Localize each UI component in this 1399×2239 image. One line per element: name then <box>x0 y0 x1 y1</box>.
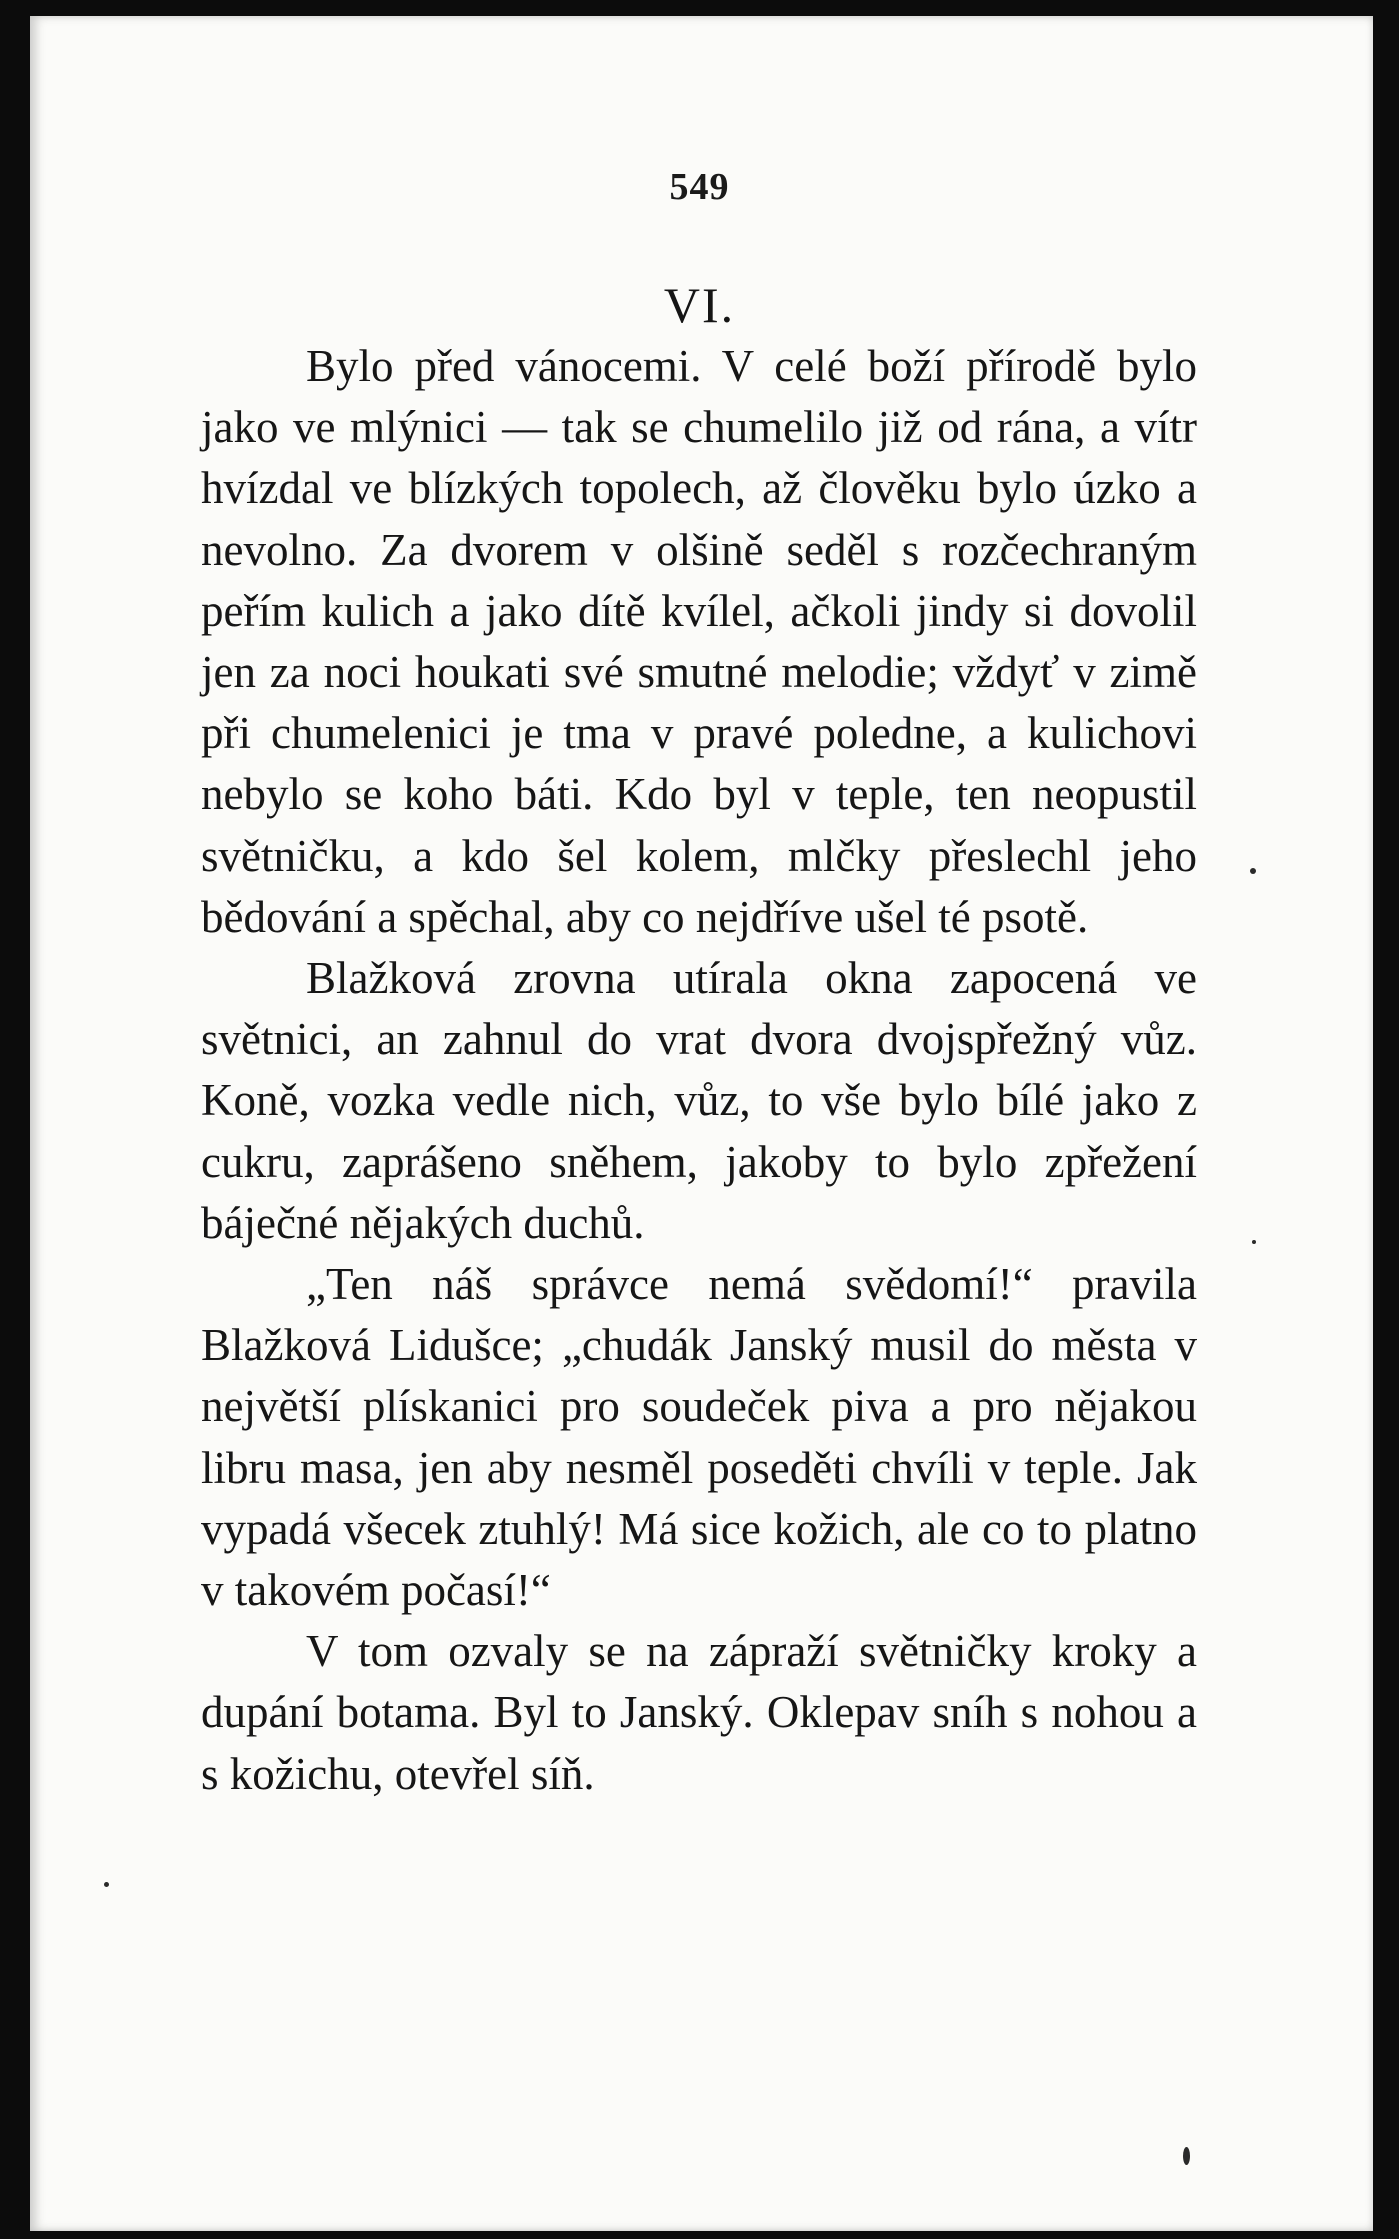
body-text <box>201 336 1197 1805</box>
ink-speck <box>1252 1240 1256 1244</box>
paragraph: V tom ozvaly se na zápraží světničky kroky a dupání botama. Byl to Janský. Oklepav sníh s nohou a s kožichu, otevřel síň. <box>201 1626 1197 1799</box>
paragraph: Bylo před vánocemi. V celé boží přírodě bylo jako ve mlýnici — tak se chumelilo již od rána, a vítr hvízdal ve blízkých topolech, až člověku bylo úzko a nevolno. Za dvorem v olšině seděl s rozčechraným peřím kulich a jako dítě kvílel, ačkoli jindy si dovolil jen za noci houkati své smutné melodie; vždyť v zimě při chumelenici je tma v pravé poledne, a kulichovi nebylo se koho báti. Kdo byl v teple, ten neopustil světničku, a kdo šel kolem, mlčky přeslechl jeho bědování a spěchal, aby co nejdříve ušel té psotě. <box>201 341 1197 942</box>
page-number: 549 <box>669 166 730 208</box>
ink-speck <box>1183 2147 1190 2165</box>
chapter-heading: VI. <box>663 277 736 333</box>
ink-speck <box>104 1882 109 1887</box>
ink-speck <box>1250 868 1256 874</box>
paragraph: Blažková zrovna utírala okna zapocená ve světnici, an zahnul do vrat dvora dvojspřežný vůz. Koně, vozka vedle nich, vůz, to vše bylo bílé jako z cukru, zaprášeno sněhem, jakoby to bylo zpřežení báječné nějakých duchů. <box>201 953 1197 1248</box>
paragraph: „Ten náš správce nemá svědomí!“ pravila Blažková Lidušce; „chudák Janský musil do města v největší plískanici pro soudeček piva a pro nějakou libru masa, jen aby nesměl poseděti chvíli v teple. Jak vypadá všecek ztuhlý! Má sice kožich, ale co to platno v takovém počasí!“ <box>201 1259 1197 1616</box>
